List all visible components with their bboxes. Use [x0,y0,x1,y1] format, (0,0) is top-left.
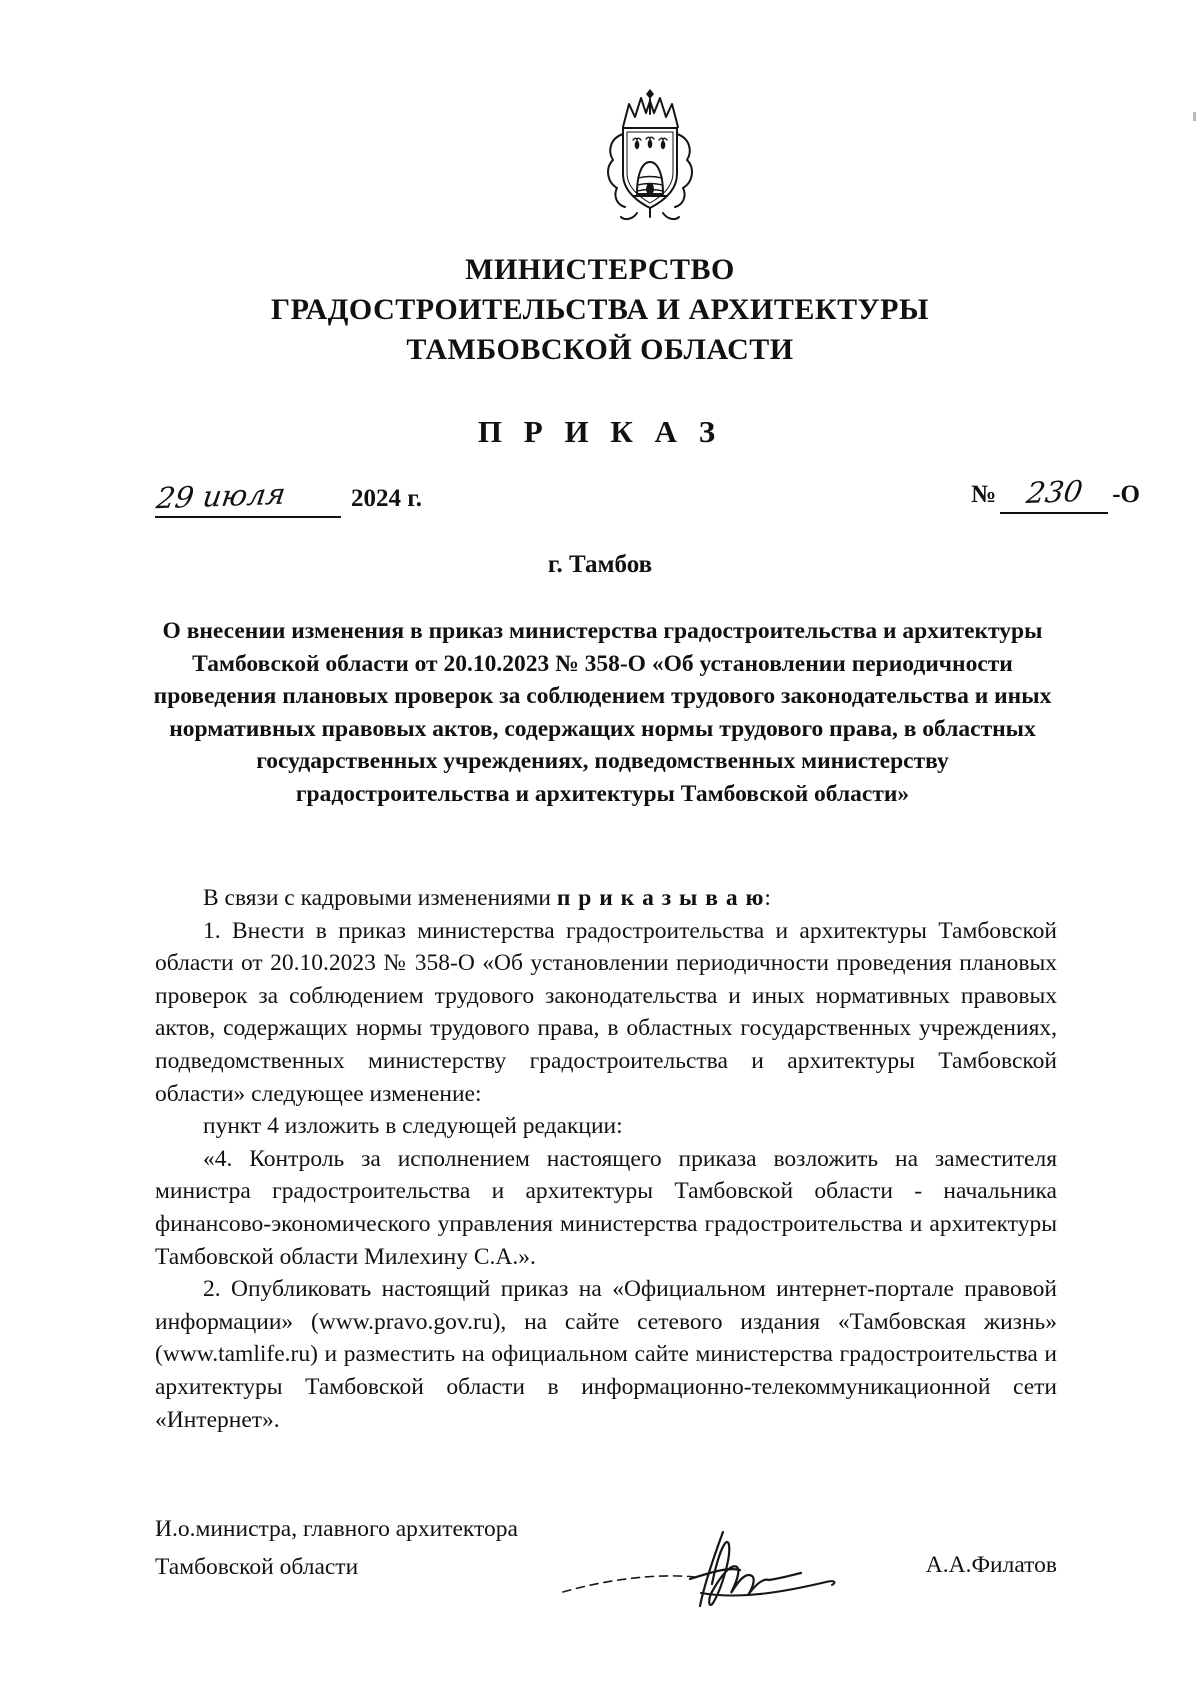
intro-paragraph [155,882,1057,915]
date-year-label: 2024 г. [351,485,423,512]
tambov-coat-of-arms-icon [592,86,708,226]
number-underline [1000,475,1108,514]
org-name-line3: ТАМБОВСКОЙ ОБЛАСТИ [406,333,794,366]
body-paragraph-4: 2. Опубликовать настоящий приказ на «Официальном интернет-портале правовой информации» (www.pravo.gov.ru), на сайте сетевого издания «Тамбовская жизнь» (www.tamlife.ru) и разместить на официальном сайте министерства градостроительства и архитектуры Тамбовской области в информационно-телекоммуникационной сети «Интернет». [155,1276,1057,1433]
date-underline [154,476,341,518]
document-body [155,882,1057,1436]
signer-position [155,1510,518,1586]
intro-suffix: : [764,885,771,911]
date-field [154,476,423,518]
handwritten-date: 29 июля [154,476,288,516]
body-paragraph-1: 1. Внести в приказ министерства градостроительства и архитектуры Тамбовской области от 20.10.2023 № 358-О «Об установлении периодичности проведения плановых проверок за соблюдением трудового законодательства и иных нормативных правовых актов, содержащих нормы трудового права, в областных государственных учреждениях, подведомственных министерству градостроительства и архитектуры Тамбовской области» следующее изменение: [155,917,1057,1107]
signer-name: А.А.Филатов [925,1552,1057,1578]
signature-scribble-icon [560,1528,850,1621]
number-suffix: -О [1112,481,1140,508]
number-sign: № [971,481,997,508]
date-number-row [155,462,1140,518]
scan-artifact [1193,112,1196,121]
org-name [0,250,1200,370]
intro-prefix: В связи с кадровыми изменениями [203,885,557,911]
number-field [971,475,1140,514]
body-paragraph-2: пункт 4 изложить в следующей редакции: [203,1113,623,1140]
body-paragraph-3: «4. Контроль за исполнением настоящего приказа возложить на заместителя министра градостроительства и архитектуры Тамбовской области - начальника финансово-экономического управления министерства градостроительства и архитектуры Тамбовской области Милехину С.А.». [155,1145,1057,1270]
handwritten-number: 230 [1023,474,1085,510]
signer-position-line2: Тамбовской области [155,1554,359,1580]
org-name-line1: МИНИСТЕРСТВО [465,253,735,286]
doc-type-title: П Р И К А З [477,414,723,449]
subject-paragraph: О внесении изменения в приказ министерства градостроительства и архитектуры Тамбовской области от 20.10.2023 № 358-О «Об установлении периодичности проведения плановых проверок за соблюдением трудового законодательства и иных нормативных правовых актов, содержащих нормы трудового права, в областных государственных учреждениях, подведомственных министерству градостроительства и архитектуры Тамбовской области» [153,618,1052,807]
intro-emphasis: п р и к а з ы в а ю [556,885,765,911]
place-line: г. Тамбов [547,551,653,578]
signature-block [155,1510,1057,1630]
org-name-line2: ГРАДОСТРОИТЕЛЬСТВА И АРХИТЕКТУРЫ [271,293,929,326]
signer-position-line1: И.о.министра, главного архитектора [155,1516,518,1542]
